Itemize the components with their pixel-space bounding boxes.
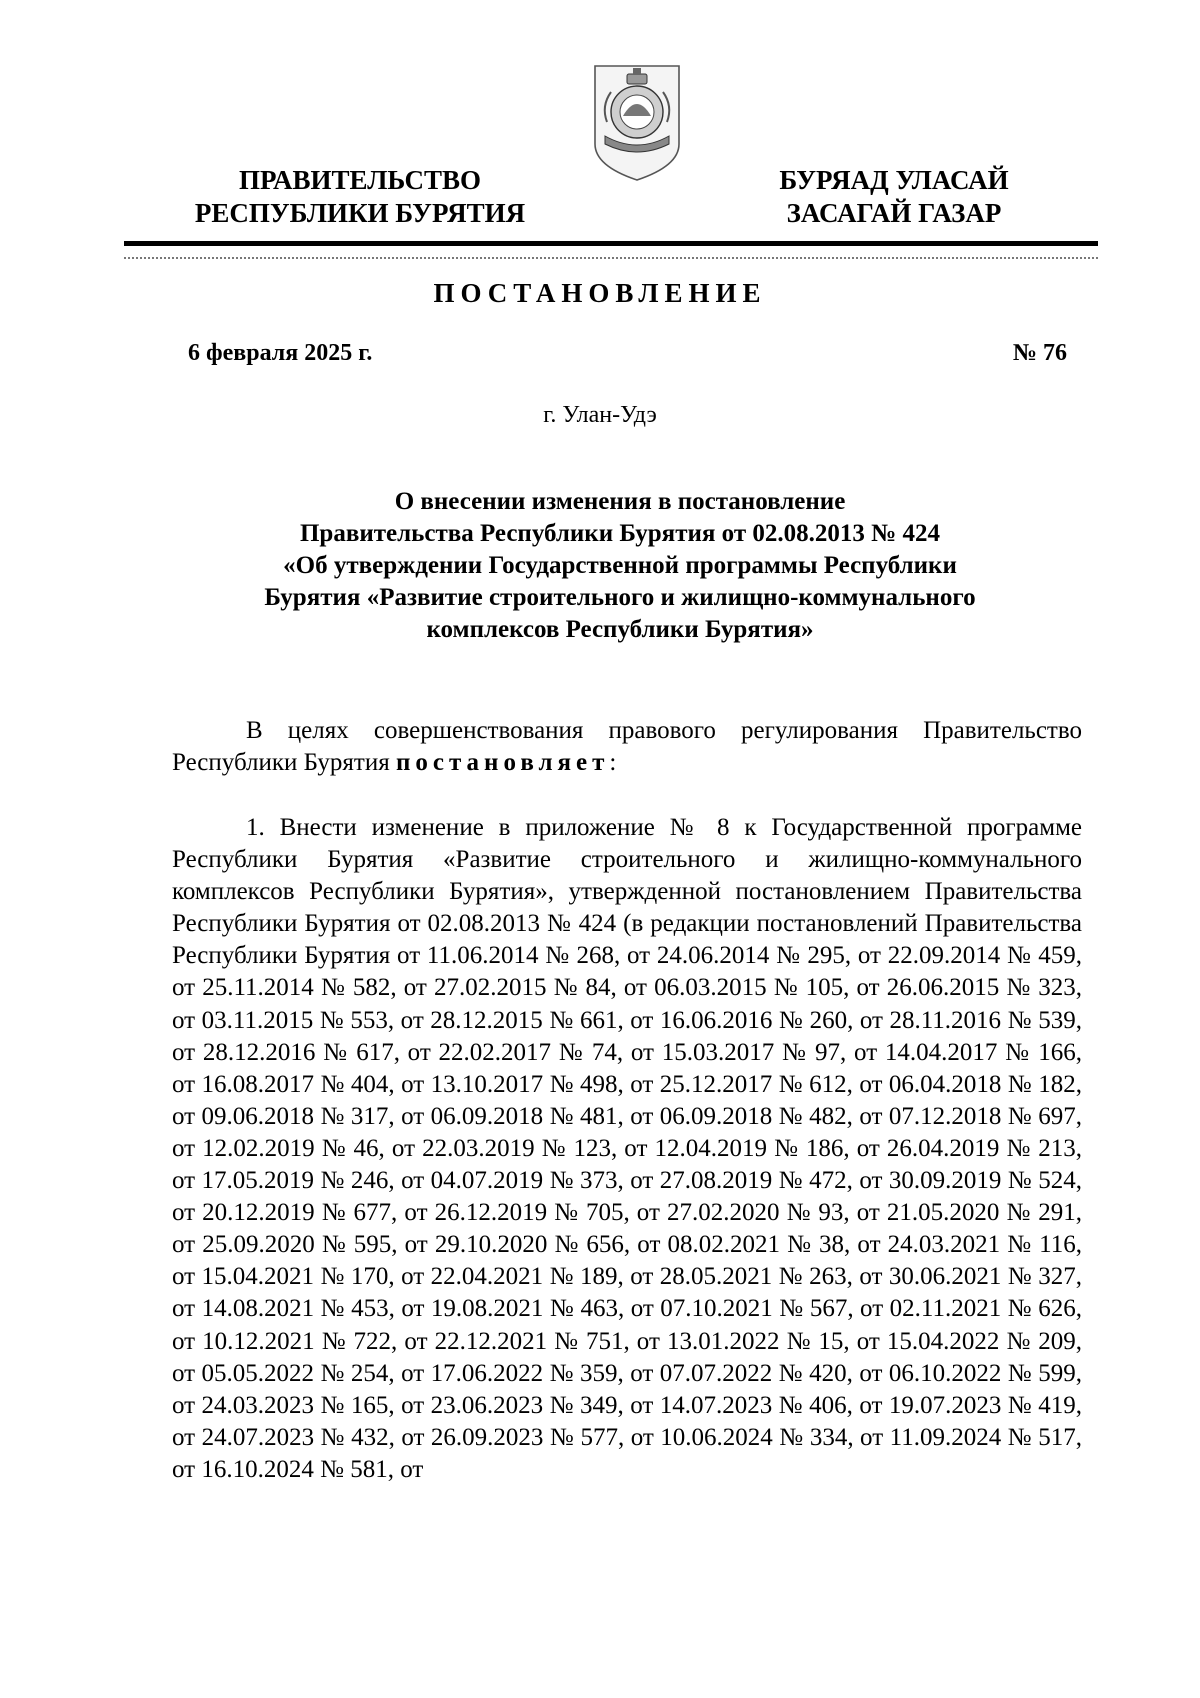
- government-name-buryat: [724, 164, 1064, 230]
- preamble-paragraph: [172, 715, 1082, 779]
- header-divider-dotted: [124, 257, 1098, 259]
- preamble-text: В целях совершенствования правового регулирования Правительство Республики Бурятия: [172, 717, 1082, 777]
- document-type: ПОСТАНОВЛЕНИЕ: [433, 278, 767, 308]
- government-name-russian: [150, 164, 570, 230]
- title-line: комплексов Республики Бурятия»: [426, 616, 814, 643]
- coat-of-arms-icon: [589, 52, 685, 184]
- government-name-buryat-line2: ЗАСАГАЙ ГАЗАР: [786, 198, 1002, 228]
- item-1-paragraph: 1. Внести изменение в приложение № 8 к Государственной программе Республики Бурятия «Развитие строительного и жилищно-коммунального комплексов Республики Бурятия», утвержденной постановлением Правительства Республики Бурятия от 02.08.2013 № 424 (в редакции постановлений Правительства Республики Бурятия от 11.06.2014 № 268, от 24.06.2014 № 295, от 22.09.2014 № 459, от 25.11.2014 № 582, от 27.02.2015 № 84, от 06.03.2015 № 105, от 26.06.2015 № 323, от 03.11.2015 № 553, от 28.12.2015 № 661, от 16.06.2016 № 260, от 28.11.2016 № 539, от 28.12.2016 № 617, от 22.02.2017 № 74, от 15.03.2017 № 97, от 14.04.2017 № 166, от 16.08.2017 № 404, от 13.10.2017 № 498, от 25.12.2017 № 612, от 06.04.2018 № 182, от 09.06.2018 № 317, от 06.09.2018 № 481, от 06.09.2018 № 482, от 07.12.2018 № 697, от 12.02.2019 № 46, от 22.03.2019 № 123, от 12.04.2019 № 186, от 26.04.2019 № 213, от 17.05.2019 № 246, от 04.07.2019 № 373, от 27.08.2019 № 472, от 30.09.2019 № 524, от 20.12.2019 № 677, от 26.12.2019 № 705, от 27.02.2020 № 93, от 21.05.2020 № 291, от 25.09.2020 № 595, от 29.10.2020 № 656, от 08.02.2021 № 38, от 24.03.2021 № 116, от 15.04.2021 № 170, от 22.04.2021 № 189, от 28.05.2021 № 263, от 30.06.2021 № 327, от 14.08.2021 № 453, от 19.08.2021 № 463, от 07.10.2021 № 567, от 02.11.2021 № 626, от 10.12.2021 № 722, от 22.12.2021 № 751, от 13.01.2022 № 15, от 15.04.2022 № 209, от 05.05.2022 № 254, от 17.06.2022 № 359, от 07.07.2022 № 420, от 06.10.2022 № 599, от 24.03.2023 № 165, от 23.06.2023 № 349, от 14.07.2023 № 406, от 19.07.2023 № 419, от 24.07.2023 № 432, от 26.09.2023 № 577, от 10.06.2024 № 334, от 11.09.2024 № 517, от 16.10.2024 № 581, от: [172, 814, 1082, 1483]
- document-number: № 76: [1012, 340, 1067, 366]
- title-line: Бурятия «Развитие строительного и жилищно-коммунального: [264, 584, 976, 611]
- header-divider-thick: [124, 241, 1098, 246]
- title-line: О внесении изменения в постановление: [394, 488, 846, 515]
- title-line: Правительства Республики Бурятия от 02.08.2013 № 424: [299, 520, 940, 547]
- preamble-end: :: [609, 749, 617, 777]
- title-line: «Об утверждении Государственной программы Республики: [283, 552, 957, 579]
- government-name-buryat-line1: БУРЯАД УЛАСАЙ: [779, 165, 1009, 195]
- government-name-russian-line2: РЕСПУБЛИКИ БУРЯТИЯ: [194, 198, 526, 228]
- government-name-russian-line1: ПРАВИТЕЛЬСТВО: [238, 165, 482, 195]
- preamble-verb: постановляет: [395, 749, 610, 777]
- document-city: г. Улан-Удэ: [543, 402, 657, 428]
- document-title: [180, 486, 1060, 646]
- document-date: 6 февраля 2025 г.: [188, 340, 373, 366]
